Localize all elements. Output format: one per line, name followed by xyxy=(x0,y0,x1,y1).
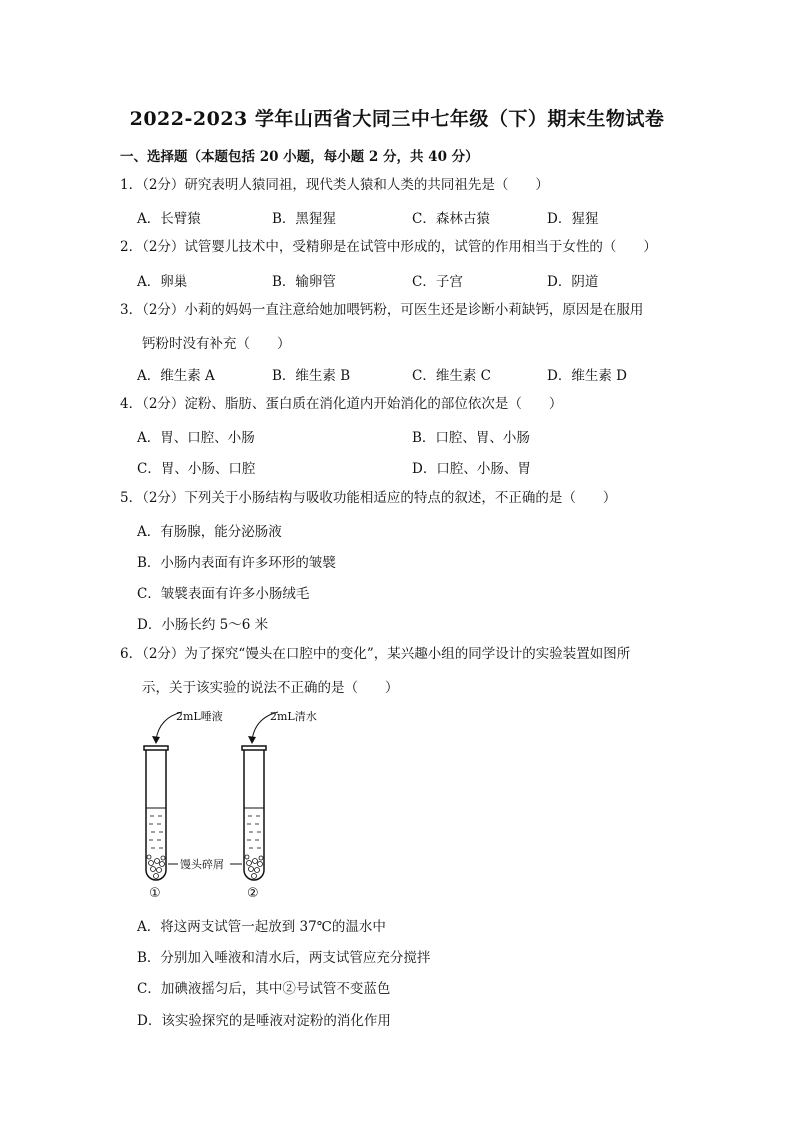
option-a: A．长臂猿 xyxy=(137,211,201,227)
option-c: C．加碘液摇匀后，其中②号试管不变蓝色 xyxy=(137,981,391,997)
question-4 xyxy=(120,395,562,413)
option-d: D．阴道 xyxy=(547,274,599,290)
option-c: C．胃、小肠、口腔 xyxy=(137,461,256,477)
question-number: 3． xyxy=(120,302,143,318)
option-c: C．森林古猿 xyxy=(412,211,490,227)
question-1 xyxy=(120,176,549,194)
bread-crumbs-2 xyxy=(245,855,263,879)
question-number: 1． xyxy=(120,177,143,193)
option-d: D．该实验探究的是唾液对淀粉的消化作用 xyxy=(137,1013,391,1029)
question-text: （2分）试管婴儿技术中，受精卵是在试管中形成的，试管的作用相当于女性的（ ） xyxy=(142,239,657,255)
question-number: 4． xyxy=(120,396,143,412)
option-c: C．维生素 C xyxy=(412,368,491,384)
question-6 xyxy=(120,645,630,663)
option-a: A．维生素 A xyxy=(137,368,215,384)
question-text: （2分）小莉的妈妈一直注意给她加喂钙粉，可医生还是诊断小莉缺钙，原因是在服用 xyxy=(142,302,644,318)
option-b: B．维生素 B xyxy=(272,368,351,384)
option-a: A．卵巢 xyxy=(137,274,188,290)
option-b: B．黑猩猩 xyxy=(272,211,336,227)
tube2-arrowhead xyxy=(248,736,256,744)
question-5 xyxy=(120,489,616,507)
option-d: D．猩猩 xyxy=(547,211,599,227)
question-2 xyxy=(120,238,657,256)
tube2-number: ② xyxy=(247,886,259,900)
question-text: （2分）下列关于小肠结构与吸收功能相适应的特点的叙述，不正确的是（ ） xyxy=(142,490,617,506)
bread-crumbs-label: 馒头碎屑 xyxy=(180,858,224,871)
question-number: 5． xyxy=(120,490,143,506)
question-text: （2分）为了探究“馒头在口腔中的变化”，某兴趣小组的同学设计的实验装置如图所 xyxy=(142,646,631,662)
question-text: （2分）淀粉、脂肪、蛋白质在消化道内开始消化的部位依次是（ ） xyxy=(142,396,563,412)
section-heading: 一、选择题（本题包括 20 小题，每小题 2 分，共 40 分） xyxy=(120,149,479,165)
question-text-continued: 钙粉时没有补充（ ） xyxy=(142,336,291,352)
test-tube-diagram xyxy=(130,700,350,900)
option-b: B．输卵管 xyxy=(272,274,336,290)
tube1-reagent-label: 2mL唾液 xyxy=(176,710,223,723)
question-3 xyxy=(120,301,643,319)
option-a: A．将这两支试管一起放到 37℃的温水中 xyxy=(137,919,386,935)
option-d: D．口腔、小肠、胃 xyxy=(412,461,531,477)
option-b: B．口腔、胃、小肠 xyxy=(412,430,530,446)
option-d: D．维生素 D xyxy=(547,368,627,384)
tube1-number: ① xyxy=(149,886,161,900)
question-text-continued: 示，关于该实验的说法不正确的是（ ） xyxy=(142,680,399,696)
option-a: A．胃、口腔、小肠 xyxy=(137,430,255,446)
option-b: B．小肠内表面有许多环形的皱襞 xyxy=(137,555,336,571)
option-c: C．子宫 xyxy=(412,274,463,290)
exam-title: 2022-2023 学年山西省大同三中七年级（下）期末生物试卷 xyxy=(129,108,665,130)
test-tube-1 xyxy=(144,746,168,880)
question-number: 6． xyxy=(120,646,143,662)
tube1-arrowhead xyxy=(152,736,160,744)
experiment-figure xyxy=(130,700,350,900)
option-d: D．小肠长约 5～6 米 xyxy=(137,617,269,633)
option-a: A．有肠腺，能分泌肠液 xyxy=(137,524,282,540)
question-text: （2分）研究表明人猿同祖，现代类人猿和人类的共同祖先是（ ） xyxy=(142,177,549,193)
option-c: C．皱襞表面有许多小肠绒毛 xyxy=(137,586,310,602)
test-tube-2 xyxy=(242,746,266,880)
bread-crumbs-1 xyxy=(147,855,165,879)
option-b: B．分别加入唾液和清水后，两支试管应充分搅拌 xyxy=(137,950,431,966)
question-number: 2． xyxy=(120,239,143,255)
tube2-reagent-label: 2mL清水 xyxy=(270,710,317,723)
